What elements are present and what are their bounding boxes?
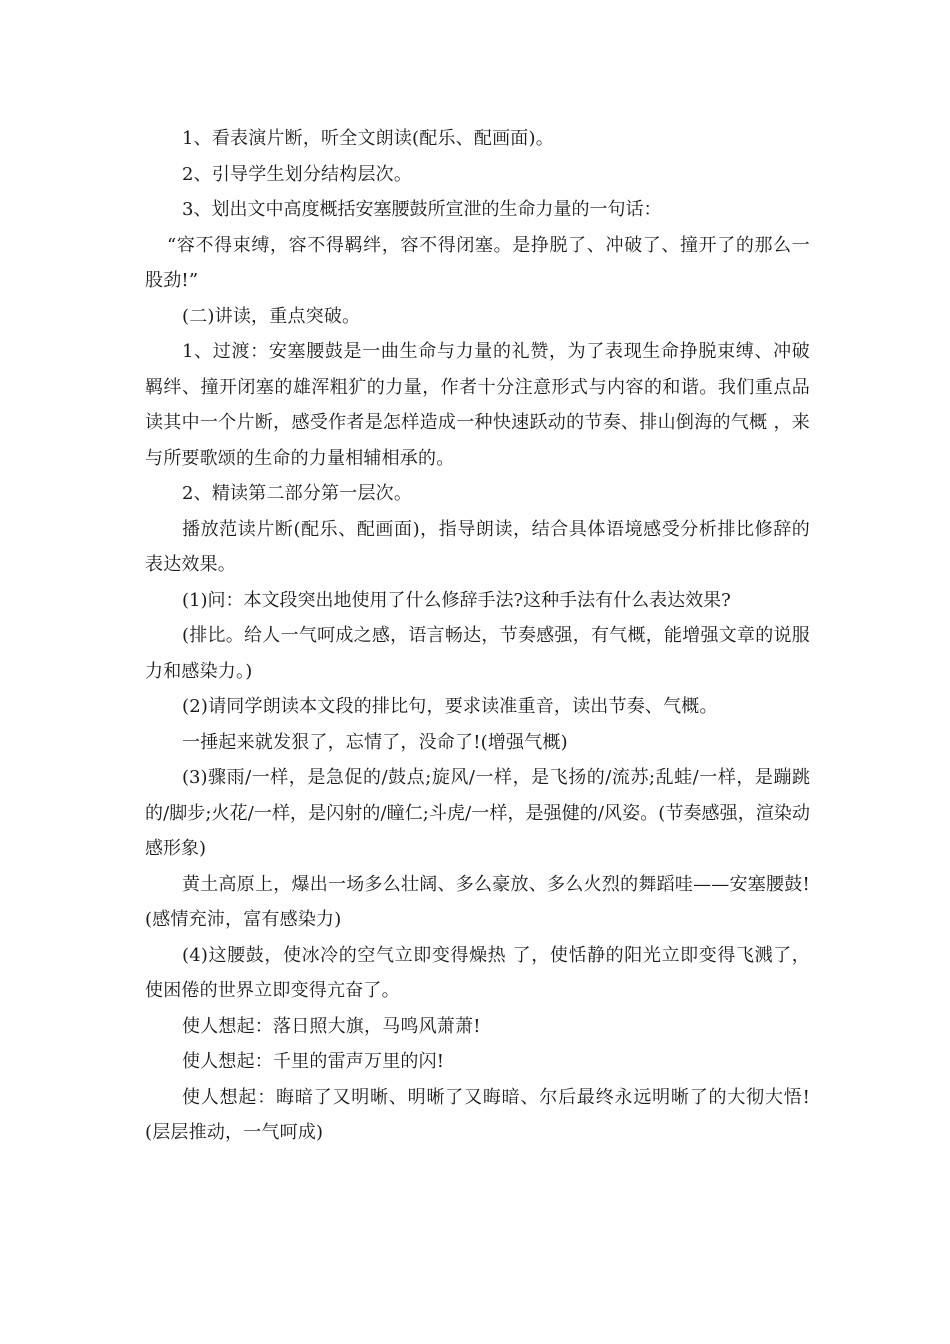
paragraph-question-1: (1)问：本文段突出地使用了什么修辞手法?这种手法有什么表达效果? [182,589,731,611]
paragraph-question-3: (3)骤雨/一样，是急促的/鼓点;旋风/一样，是飞扬的/流苏;乱蛙/一样，是蹦跳的/脚步;火花/一样，是闪射的/瞳仁;斗虎/一样，是强健的/风姿。(节奏感强，渲染动感形象) [145,767,810,859]
paragraph-quote: “容不得束缚，容不得羁绊，容不得闭塞。是挣脱了、冲破了、撞开了的那么一股劲!” [145,234,810,291]
paragraph-question-4: (4)这腰鼓，使冰冷的空气立即变得燥热 了，使恬静的阳光立即变得飞溅了，使困倦的世界立即变得亢奋了。 [145,944,810,1001]
paragraph-play-reading: 播放范读片断(配乐、配画面)，指导朗读，结合具体语境感受分析排比修辞的表达效果。 [145,518,810,575]
paragraph-question-2: (2)请同学朗读本文段的排比句，要求读准重音，读出节奏、气概。 [182,696,718,717]
paragraph-close-reading: 2、精读第二部分第一层次。 [182,483,413,504]
paragraph-example-2: 黄土高原上，爆出一场多么壮阔、多么豪放、多么火烈的舞蹈哇——安塞腰鼓!(感情充沛，富有感染力) [145,873,810,930]
paragraph-example-1: 一捶起来就发狠了，忘情了，没命了!(增强气概) [182,731,568,753]
paragraph-transition: 1、过渡：安塞腰鼓是一曲生命与力量的礼赞，为了表现生命挣脱束缚、冲破羁绊、撞开闭塞的雄浑粗犷的力量，作者十分注意形式与内容的和谐。我们重点品读其中一个片断，感受作者是怎样造成一种快速跃动的节奏、排山倒海的气概 ，来与所要歌颂的生命的力量相辅相承的。 [145,341,810,469]
paragraph-3: 3、划出文中高度概括安塞腰鼓所宣泄的生命力量的一句话： [182,199,662,220]
paragraph-section-2: (二)讲读，重点突破。 [182,305,361,327]
paragraph-1: 1、看表演片断，听全文朗读(配乐、配画面)。 [182,128,554,149]
paragraph-recall-3: 使人想起：晦暗了又明晰、明晰了又晦暗、尔后最终永远明晰了的大彻大悟!(层层推动，一气呵成) [145,1086,810,1143]
paragraph-recall-2: 使人想起：千里的雷声万里的闪! [182,1051,445,1072]
paragraph-answer-1: (排比。给人一气呵成之感，语言畅达，节奏感强，有气概，能增强文章的说服力和感染力。) [145,625,810,682]
paragraph-2: 2、引导学生划分结构层次。 [182,163,413,185]
document-body [145,121,810,1151]
paragraph-recall-1: 使人想起：落日照大旗，马鸣风萧萧! [182,1015,481,1037]
